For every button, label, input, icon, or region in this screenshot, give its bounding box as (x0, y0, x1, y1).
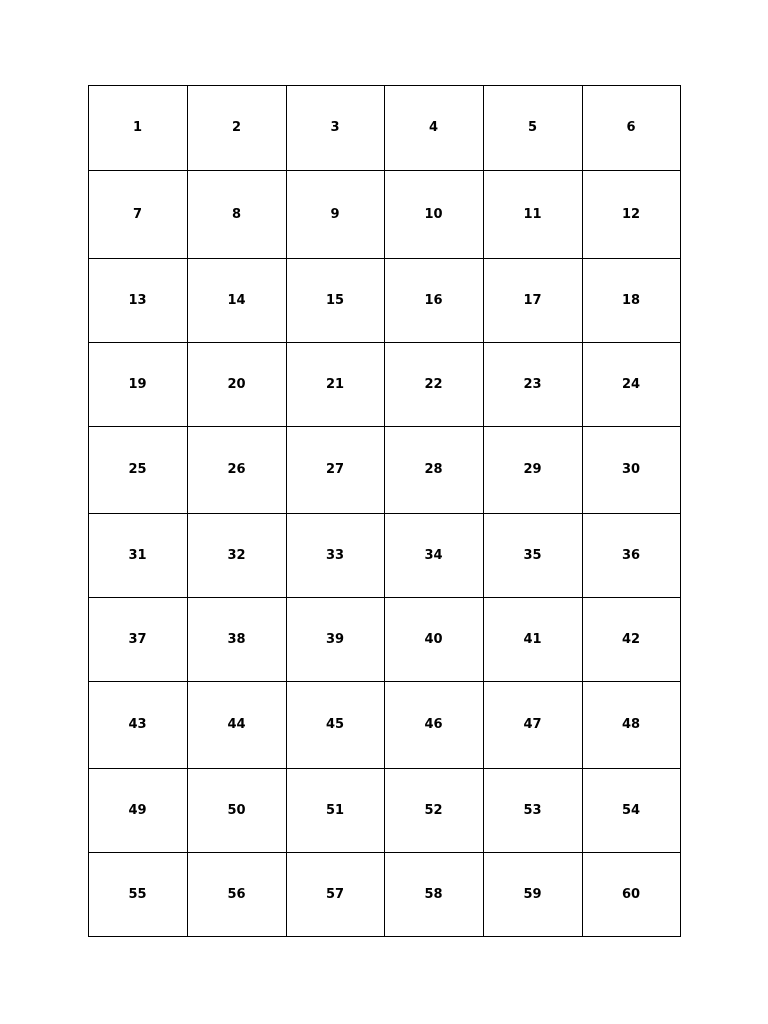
grid-cell-20: 20 (227, 376, 246, 392)
grid-cell-41: 41 (523, 631, 542, 647)
grid-cell-55: 55 (128, 886, 147, 902)
grid-cell-42: 42 (621, 631, 641, 647)
grid-cell-9: 9 (330, 206, 340, 222)
grid-cell-28: 28 (424, 462, 443, 477)
grid-cell-59: 59 (523, 886, 542, 902)
grid-cell-50: 50 (227, 802, 246, 818)
grid-cell-30: 30 (621, 462, 641, 477)
grid-cell-15: 15 (325, 292, 345, 308)
grid-cell-39: 39 (325, 631, 345, 647)
grid-cell-35: 35 (523, 547, 542, 563)
grid-cell-3: 3 (330, 120, 340, 135)
grid-cell-47: 47 (523, 717, 542, 732)
grid-cell-43: 43 (128, 717, 147, 732)
grid-cell-27: 27 (325, 462, 345, 477)
grid-cell-38: 38 (227, 631, 246, 647)
grid-cell-18: 18 (621, 292, 641, 308)
grid-cell-34: 34 (424, 547, 443, 563)
grid-column-line-5 (582, 85, 583, 937)
number-grid (88, 85, 681, 937)
grid-cell-36: 36 (621, 547, 641, 563)
grid-cell-25: 25 (128, 462, 147, 477)
grid-cell-13: 13 (128, 292, 147, 308)
grid-cell-58: 58 (424, 886, 443, 902)
grid-cell-7: 7 (132, 206, 143, 222)
grid-cell-48: 48 (621, 717, 641, 732)
grid-cell-33: 33 (325, 547, 345, 563)
grid-cell-37: 37 (128, 631, 147, 647)
grid-cell-44: 44 (227, 717, 246, 732)
grid-cell-60: 60 (621, 886, 641, 902)
grid-cell-22: 22 (424, 376, 443, 392)
grid-cell-26: 26 (227, 462, 246, 477)
grid-column-line-3 (384, 85, 385, 937)
grid-cell-56: 56 (227, 886, 246, 902)
grid-column-line-4 (483, 85, 484, 937)
grid-cell-23: 23 (523, 376, 542, 392)
grid-cell-45: 45 (325, 717, 345, 732)
grid-cell-32: 32 (227, 547, 246, 563)
grid-column-line-6 (680, 85, 681, 937)
grid-cell-53: 53 (523, 802, 542, 818)
grid-cell-11: 11 (523, 206, 542, 222)
grid-column-line-2 (286, 85, 287, 937)
grid-cell-29: 29 (523, 462, 542, 477)
grid-cell-40: 40 (424, 631, 443, 647)
grid-cell-4: 4 (428, 120, 439, 135)
grid-cell-52: 52 (424, 802, 443, 818)
grid-cell-54: 54 (621, 802, 641, 818)
grid-cell-57: 57 (325, 886, 345, 902)
grid-cell-24: 24 (621, 376, 641, 392)
grid-cell-10: 10 (424, 206, 443, 222)
grid-cell-16: 16 (424, 292, 443, 308)
grid-cell-49: 49 (128, 802, 147, 818)
grid-cell-31: 31 (128, 547, 147, 563)
grid-cell-8: 8 (231, 206, 242, 222)
grid-cell-19: 19 (128, 376, 147, 392)
grid-column-line-0 (88, 85, 89, 937)
grid-column-line-1 (187, 85, 188, 937)
grid-cell-21: 21 (325, 376, 345, 392)
grid-cell-1: 1 (132, 120, 143, 135)
grid-cell-12: 12 (621, 206, 641, 222)
grid-cell-51: 51 (325, 802, 345, 818)
grid-cell-6: 6 (626, 120, 636, 135)
grid-cell-46: 46 (424, 717, 443, 732)
grid-cell-5: 5 (527, 120, 538, 135)
grid-cell-17: 17 (523, 292, 542, 308)
grid-cell-14: 14 (227, 292, 246, 308)
grid-cell-2: 2 (231, 120, 242, 135)
